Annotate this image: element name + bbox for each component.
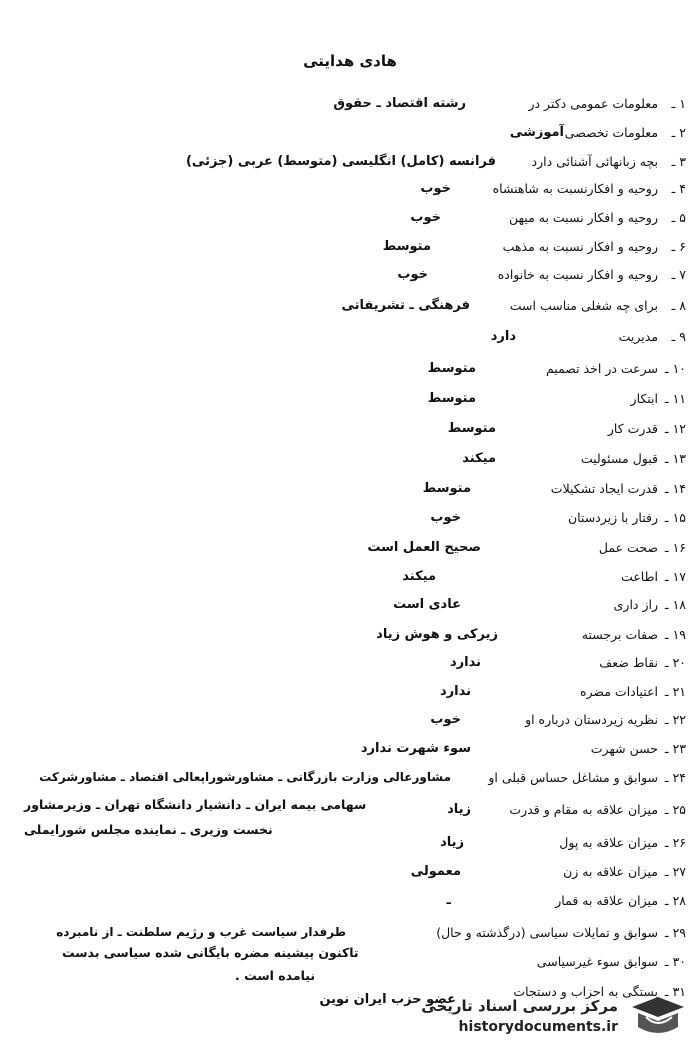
item-number: ۲۹ ـ [664, 925, 686, 940]
item-number: ۱۱ ـ [664, 391, 686, 406]
item-answer: خوب [410, 210, 441, 225]
item-label: بستگی به احزاب و دستجات [513, 984, 659, 999]
item-number: ۱۴ ـ [664, 481, 686, 496]
list-item [20, 391, 686, 415]
item-label: معلومات تخصصی [564, 125, 659, 140]
list-item [20, 741, 686, 765]
list-item [20, 835, 686, 859]
item-label: برای چه شغلی مناسب است [509, 298, 659, 313]
item-number: ۶ ـ [671, 239, 686, 254]
item-number: ۱۲ ـ [664, 421, 686, 436]
item-number: ۱۳ ـ [664, 451, 686, 466]
item-answer: ندارد [449, 655, 481, 670]
list-item [20, 770, 686, 794]
item-answer: طرفدار سیاست غرب و رژیم سلطنت ـ از نامبرده [56, 925, 346, 939]
list-item [20, 954, 686, 978]
item-answer: متوسط [427, 391, 476, 406]
item-label: روحیه و افکار نسبت به خانواده [497, 267, 659, 282]
list-item [20, 893, 686, 917]
list-item [20, 181, 686, 205]
watermark [398, 993, 688, 1043]
item-label: میزان علاقه به پول [559, 835, 659, 850]
item-answer: زیرکی و هوش زیاد [376, 627, 498, 642]
item-answer: ندارد [439, 684, 471, 699]
list-item [20, 712, 686, 736]
item-answer: میکند [402, 569, 436, 584]
item-label: روحیه و افکارنسبت به شاهنشاه [492, 181, 659, 196]
list-item [20, 239, 686, 263]
list-item [20, 329, 686, 353]
item-number: ۹ ـ [671, 329, 686, 344]
list-item [20, 684, 686, 708]
item-number: ۱۷ ـ [664, 569, 686, 584]
item-answer: صحیح العمل است [367, 540, 481, 555]
item-label: میزان علاقه به قمار [555, 893, 659, 908]
item-answer: متوسط [447, 421, 496, 436]
item-answer: دارد [490, 329, 516, 344]
item-answer: متوسط [422, 481, 471, 496]
item-number: ۲۸ ـ [664, 893, 686, 908]
item-label: سوابق و تمایلات سیاسی (درگذشته و حال) [436, 925, 659, 940]
item-number: ۳۱ ـ [664, 984, 686, 999]
item-label: روحیه و افکار نسبت به مذهب [502, 239, 659, 254]
list-item [20, 298, 686, 322]
item-label: صحت عمل [598, 540, 659, 555]
continuation-line: تاکنون پیشینه مضره بایگانی شده سیاسی بدست [62, 945, 359, 960]
item-number: ۲۴ ـ [664, 770, 686, 785]
item-answer: معمولی [410, 864, 461, 879]
item-number: ۱۰ ـ [664, 361, 686, 376]
list-item [20, 802, 686, 826]
item-number: ۵ ـ [671, 210, 686, 225]
item-number: ۳ ـ [671, 154, 686, 169]
item-label: رفتار با زیردستان [567, 510, 659, 525]
watermark-name: مرکز بررسی اسناد تاریخی [421, 997, 618, 1015]
item-label: قدرت ایجاد تشکیلات [550, 481, 659, 496]
item-label: قدرت کار [607, 421, 659, 436]
list-item [20, 864, 686, 888]
item-number: ۲۵ ـ [664, 802, 686, 817]
item-number: ۸ ـ [671, 298, 686, 313]
item-answer: عادی است [393, 597, 461, 612]
list-item [20, 655, 686, 679]
continuation-line: نیامده است . [235, 968, 316, 983]
item-answer: فرهنگی ـ تشریفاتی [341, 298, 470, 313]
item-label: اعتیادات مضره [579, 684, 659, 699]
item-answer: زیاد [447, 802, 471, 817]
item-answer: مشاورعالی وزارت بازرگانی ـ مشاورشوراپعالی اقتصاد ـ مشاورشرکت [39, 770, 451, 784]
item-answer: آموزشی [509, 125, 564, 140]
item-answer: رشته اقتصاد ـ حقوق [333, 96, 466, 111]
continuation-line: نخست وزیری ـ نماینده مجلس شورایملی [24, 822, 273, 837]
item-label: بچه زبانهائی آشنائی دارد [531, 154, 659, 169]
list-item [20, 569, 686, 593]
item-number: ۲۲ ـ [664, 712, 686, 727]
continuation-line: سهامی بیمه ایران ـ دانشیار دانشگاه تهران ـ وزیرمشاور [24, 797, 367, 812]
archive-logo-icon [628, 993, 688, 1043]
item-answer: سوء شهرت ندارد [360, 741, 471, 756]
item-answer: متوسط [382, 239, 431, 254]
list-item [20, 421, 686, 445]
item-label: اطاعت [621, 569, 659, 584]
item-number: ۱۶ ـ [664, 540, 686, 555]
item-answer: خوب [430, 510, 461, 525]
list-item [20, 510, 686, 534]
item-answer: عضو حزب ایران نوین [319, 992, 456, 1007]
item-label: حسن شهرت [590, 741, 659, 756]
list-item [20, 451, 686, 475]
list-item [20, 597, 686, 621]
item-label: معلومات عمومی دکتر در [528, 96, 659, 111]
item-label: میزان علاقه به مقام و قدرت [509, 802, 659, 817]
item-answer: فرانسه (کامل) انگلیسی (متوسط) عربی (جزئی) [185, 154, 496, 169]
item-answer: خوب [420, 181, 451, 196]
list-item [20, 540, 686, 564]
list-item [20, 267, 686, 291]
list-item [20, 125, 686, 149]
item-answer: خوب [430, 712, 461, 727]
item-number: ۲۷ ـ [664, 864, 686, 879]
item-label: قبول مسئولیت [580, 451, 659, 466]
list-item [20, 627, 686, 651]
item-label: مدیریت [618, 329, 659, 344]
item-number: ۲۱ ـ [664, 684, 686, 699]
item-number: ۱۸ ـ [664, 597, 686, 612]
list-item [20, 96, 686, 120]
item-label: نقاط ضعف [599, 655, 659, 670]
item-answer: زیاد [440, 835, 464, 850]
item-number: ۱۹ ـ [664, 627, 686, 642]
item-number: ۲۰ ـ [664, 655, 686, 670]
item-label: سوابق و مشاغل حساس قبلی او [488, 770, 659, 785]
item-answer: ـ [446, 893, 451, 908]
item-number: ۳۰ ـ [664, 954, 686, 969]
item-number: ۷ ـ [671, 267, 686, 282]
document-title: هادی هدایتی [303, 52, 397, 70]
list-item [20, 210, 686, 234]
item-number: ۱۵ ـ [664, 510, 686, 525]
item-number: ۲۳ ـ [664, 741, 686, 756]
item-label: سرعت در اخذ تصمیم [545, 361, 659, 376]
item-label: ابتکار [630, 391, 659, 406]
item-label: روحیه و افکار نسبت به میهن [509, 210, 659, 225]
list-item [20, 154, 686, 178]
watermark-url: historydocuments.ir [458, 1019, 618, 1035]
item-answer: میکند [462, 451, 496, 466]
list-item [20, 361, 686, 385]
item-label: راز داری [613, 597, 659, 612]
item-label: صفات برجسته [581, 627, 659, 642]
item-number: ۲۶ ـ [664, 835, 686, 850]
item-number: ۲ ـ [671, 125, 686, 140]
item-label: نظریه زیردستان درباره او [525, 712, 659, 727]
item-number: ۱ ـ [671, 96, 686, 111]
item-number: ۴ ـ [671, 181, 686, 196]
item-label: میزان علاقه به زن [563, 864, 659, 879]
item-answer: خوب [397, 267, 428, 282]
item-label: سوابق سوء غیرسیاسی [536, 954, 659, 969]
item-answer: متوسط [427, 361, 476, 376]
list-item [20, 481, 686, 505]
